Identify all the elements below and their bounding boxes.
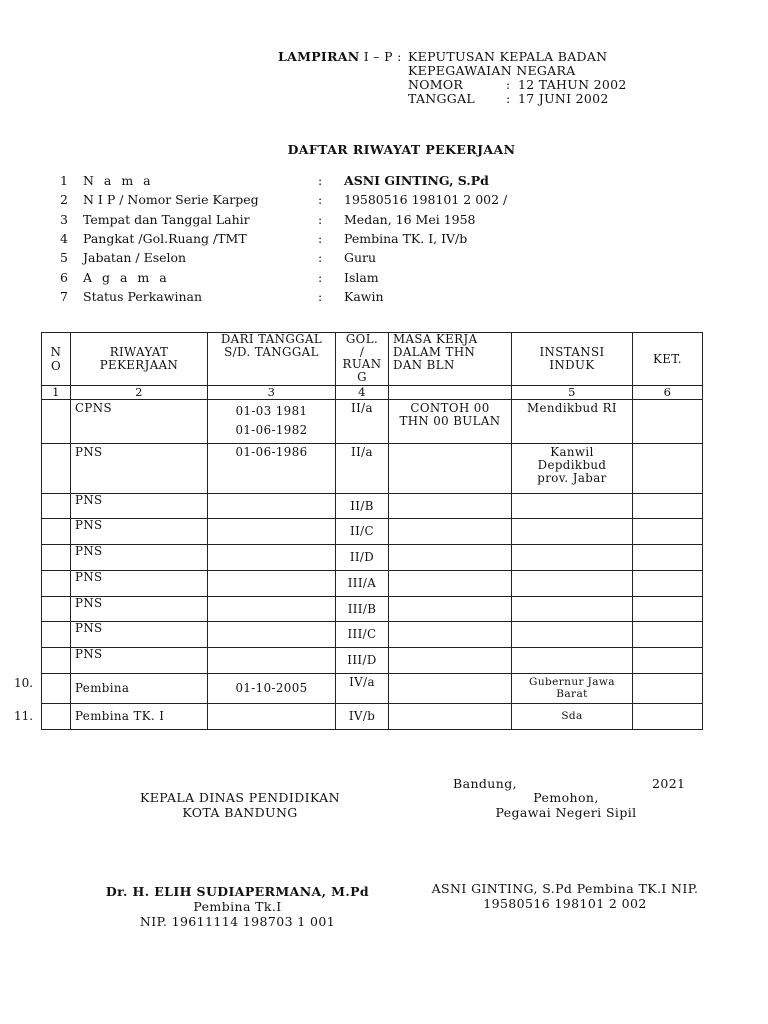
cell-instansi: Sda xyxy=(512,703,633,729)
cell-masa-kerja xyxy=(389,621,512,647)
cell-gol: III/D xyxy=(336,647,389,673)
info-value: Guru xyxy=(344,250,377,266)
cell-no xyxy=(42,399,71,443)
info-number: 5 xyxy=(60,250,68,266)
info-colon: : xyxy=(318,211,323,227)
header-tanggal: DARI TANGGAL S/D. TANGGAL xyxy=(208,333,336,386)
table-row xyxy=(42,703,703,729)
cell-no xyxy=(42,673,71,703)
cell-tanggal xyxy=(208,544,336,570)
cell-ket xyxy=(633,703,703,729)
cell-masa-kerja xyxy=(389,647,512,673)
cell-no xyxy=(42,544,71,570)
info-label: Pangkat /Gol.Ruang /TMT xyxy=(83,231,247,247)
table-row xyxy=(42,493,703,518)
info-colon: : xyxy=(318,288,323,304)
cell-tanggal xyxy=(208,570,336,596)
table-row xyxy=(42,399,703,443)
column-number: 5 xyxy=(512,386,633,400)
info-row xyxy=(60,287,507,306)
column-number-row xyxy=(42,386,703,400)
applicant-status: Pegawai Negeri Sipil xyxy=(495,805,637,820)
cell-riwayat: PNS xyxy=(71,570,208,596)
column-number: 2 xyxy=(71,386,208,400)
cell-no xyxy=(42,443,71,493)
cell-gol: IV/b xyxy=(336,703,389,729)
info-label: Status Perkawinan xyxy=(83,288,203,304)
table-row xyxy=(42,647,703,673)
cell-instansi xyxy=(512,570,633,596)
left-signatory-nip: NIP. 19611114 198703 1 001 xyxy=(139,914,336,929)
personal-info xyxy=(60,171,507,306)
applicant-role: Pemohon, xyxy=(533,790,599,805)
info-colon: : xyxy=(318,269,323,285)
keputusan-line1: KEPUTUSAN KEPALA BADAN xyxy=(408,49,608,64)
left-office-line1: KEPALA DINAS PENDIDIKAN xyxy=(140,790,340,805)
right-signatory xyxy=(420,881,710,911)
header-riwayat: RIWAYAT PEKERJAAN xyxy=(71,333,208,386)
info-colon: : xyxy=(318,173,323,189)
nomor-label: NOMOR xyxy=(408,77,464,92)
lampiran-label: LAMPIRAN I – P : xyxy=(278,49,402,64)
column-number: 6 xyxy=(633,386,703,400)
cell-ket xyxy=(633,544,703,570)
left-signatory-rank: Pembina Tk.I xyxy=(193,899,282,914)
left-office-line2: KOTA BANDUNG xyxy=(182,805,298,820)
table-row xyxy=(42,443,703,493)
cell-riwayat: Pembina xyxy=(71,673,208,703)
cell-tanggal: 01-06-1986 xyxy=(208,443,336,493)
keputusan-line2: KEPEGAWAIAN NEGARA xyxy=(408,63,576,78)
info-row xyxy=(60,248,507,267)
column-number: 1 xyxy=(42,386,71,400)
header-ket: KET. xyxy=(633,333,703,386)
cell-no xyxy=(42,621,71,647)
left-office xyxy=(140,790,340,820)
right-signatory-name: ASNI GINTING, S.Pd Pembina TK.I NIP. xyxy=(431,881,699,896)
header-no: N O xyxy=(42,333,71,386)
table-header-row xyxy=(42,333,703,386)
cell-no xyxy=(42,493,71,518)
cell-masa-kerja xyxy=(389,596,512,621)
row-number-outside: 10. xyxy=(14,676,34,690)
info-label: N I P / Nomor Serie Karpeg xyxy=(83,192,259,208)
cell-masa-kerja xyxy=(389,570,512,596)
cell-riwayat: PNS xyxy=(71,544,208,570)
cell-ket xyxy=(633,518,703,544)
cell-gol: II/C xyxy=(336,518,389,544)
info-number: 6 xyxy=(60,269,68,285)
cell-ket xyxy=(633,399,703,443)
column-number: 4 xyxy=(336,386,389,400)
info-colon: : xyxy=(318,250,323,266)
document-header: LAMPIRAN I – P : KEPUTUSAN KEPALA BADAN KEPEGAWAIAN NEGARA NOMOR : 12 TAHUN 2002 TANGGAL : 17 JUNI 2002 xyxy=(278,49,627,106)
cell-no xyxy=(42,518,71,544)
column-number xyxy=(389,386,512,400)
cell-instansi: Gubernur Jawa Barat xyxy=(512,673,633,703)
cell-instansi xyxy=(512,647,633,673)
table-row xyxy=(42,621,703,647)
info-value: Pembina TK. I, IV/b xyxy=(344,231,468,247)
table-row xyxy=(42,518,703,544)
row-number-outside: 11. xyxy=(14,709,34,723)
left-signatory-name: Dr. H. ELIH SUDIAPERMANA, M.Pd xyxy=(105,884,370,899)
cell-instansi: Mendikbud RI xyxy=(512,399,633,443)
cell-instansi xyxy=(512,518,633,544)
cell-gol: II/a xyxy=(336,443,389,493)
info-row xyxy=(60,210,507,229)
tanggal-value: 17 JUNI 2002 xyxy=(518,91,609,106)
cell-riwayat: PNS xyxy=(71,493,208,518)
cell-tanggal xyxy=(208,703,336,729)
cell-gol: II/a xyxy=(336,399,389,443)
cell-tanggal xyxy=(208,621,336,647)
cell-instansi: Kanwil Depdikbud prov. Jabar xyxy=(512,443,633,493)
header-gol: GOL. / RUAN G xyxy=(336,333,389,386)
cell-gol: III/B xyxy=(336,596,389,621)
column-number: 3 xyxy=(208,386,336,400)
cell-instansi xyxy=(512,596,633,621)
tanggal-label: TANGGAL xyxy=(408,91,476,106)
table-row xyxy=(42,544,703,570)
cell-tanggal xyxy=(208,647,336,673)
cell-instansi xyxy=(512,544,633,570)
info-number: 4 xyxy=(60,231,68,247)
info-value: Islam xyxy=(344,269,379,285)
cell-riwayat: PNS xyxy=(71,596,208,621)
cell-ket xyxy=(633,596,703,621)
signature-year: 2021 xyxy=(652,776,686,791)
table-row xyxy=(42,673,703,703)
info-label: Tempat dan Tanggal Lahir xyxy=(83,211,250,227)
cell-masa-kerja xyxy=(389,544,512,570)
nomor-value: 12 TAHUN 2002 xyxy=(518,77,627,92)
cell-tanggal: 01-10-2005 xyxy=(208,673,336,703)
applicant-block xyxy=(466,790,666,820)
cell-riwayat: PNS xyxy=(71,443,208,493)
cell-no xyxy=(42,570,71,596)
cell-masa-kerja xyxy=(389,673,512,703)
cell-masa-kerja xyxy=(389,518,512,544)
info-colon: : xyxy=(318,192,323,208)
cell-riwayat: CPNS xyxy=(71,399,208,443)
cell-gol: III/A xyxy=(336,570,389,596)
cell-ket xyxy=(633,673,703,703)
info-label: Jabatan / Eselon xyxy=(83,250,187,266)
cell-instansi xyxy=(512,621,633,647)
cell-tanggal xyxy=(208,596,336,621)
cell-ket xyxy=(633,621,703,647)
cell-ket xyxy=(633,570,703,596)
info-number: 1 xyxy=(60,173,68,189)
cell-tanggal xyxy=(208,493,336,518)
cell-masa-kerja xyxy=(389,703,512,729)
cell-ket xyxy=(633,647,703,673)
info-number: 3 xyxy=(60,211,68,227)
employment-history-table xyxy=(41,332,703,730)
table-row xyxy=(42,570,703,596)
info-colon: : xyxy=(318,231,323,247)
info-value: Kawin xyxy=(344,288,384,304)
cell-riwayat: PNS xyxy=(71,621,208,647)
left-signatory xyxy=(100,884,375,929)
cell-tanggal xyxy=(208,518,336,544)
cell-gol: II/B xyxy=(336,493,389,518)
table-row xyxy=(42,596,703,621)
info-row xyxy=(60,229,507,248)
info-row xyxy=(60,190,507,209)
header-masa-kerja: MASA KERJA DALAM THN DAN BLN xyxy=(389,333,512,386)
cell-masa-kerja: CONTOH 00 THN 00 BULAN xyxy=(389,399,512,443)
info-row xyxy=(60,267,507,286)
info-label: N a m a xyxy=(83,173,154,189)
cell-ket xyxy=(633,493,703,518)
info-row xyxy=(60,171,507,190)
cell-masa-kerja xyxy=(389,493,512,518)
cell-riwayat: PNS xyxy=(71,647,208,673)
cell-gol: IV/a xyxy=(336,673,389,703)
right-signatory-nip: 19580516 198101 2 002 xyxy=(483,896,647,911)
info-number: 2 xyxy=(60,192,68,208)
info-number: 7 xyxy=(60,288,68,304)
cell-no xyxy=(42,703,71,729)
cell-tanggal: 01-03 1981 01-06-1982 xyxy=(208,399,336,443)
cell-gol: II/D xyxy=(336,544,389,570)
document-title: DAFTAR RIWAYAT PEKERJAAN xyxy=(287,142,516,157)
info-value: 19580516 198101 2 002 / xyxy=(344,192,508,208)
header-instansi: INSTANSI INDUK xyxy=(512,333,633,386)
cell-riwayat: Pembina TK. I xyxy=(71,703,208,729)
info-label: A g a m a xyxy=(83,269,170,285)
signature-city: Bandung, xyxy=(453,776,517,791)
cell-ket xyxy=(633,443,703,493)
info-value: ASNI GINTING, S.Pd xyxy=(344,173,489,189)
info-value: Medan, 16 Mei 1958 xyxy=(344,211,476,227)
cell-no xyxy=(42,647,71,673)
cell-instansi xyxy=(512,493,633,518)
cell-gol: III/C xyxy=(336,621,389,647)
cell-riwayat: PNS xyxy=(71,518,208,544)
cell-no xyxy=(42,596,71,621)
cell-masa-kerja xyxy=(389,443,512,493)
